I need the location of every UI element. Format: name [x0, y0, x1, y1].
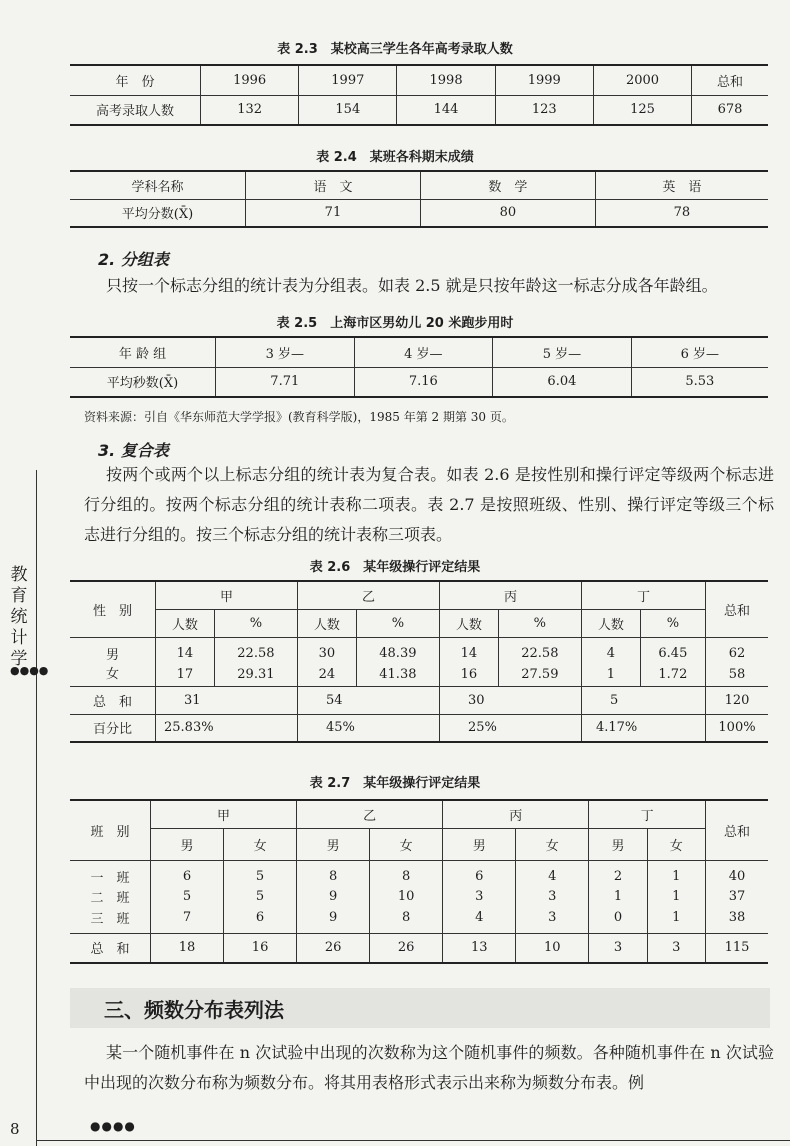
- cell: 100%: [706, 714, 769, 742]
- cell: 25%: [439, 714, 581, 742]
- cell: 13: [443, 933, 516, 963]
- sub-header: 女: [370, 828, 443, 860]
- sub-header: 人数: [439, 609, 498, 637]
- cell: 7.16: [354, 367, 493, 397]
- stub-header: 班 别: [70, 800, 151, 860]
- sub-header: 人数: [297, 609, 356, 637]
- cell: 4: [443, 908, 516, 934]
- cell: 71: [246, 199, 421, 227]
- sub-header: 男: [589, 828, 647, 860]
- table-2-7: [70, 799, 768, 964]
- cell: 9: [297, 908, 370, 934]
- sub-header: 人数: [581, 609, 640, 637]
- side-dots: ●●●●: [10, 664, 49, 677]
- footer-rule: [36, 1140, 790, 1141]
- cell: 5 岁—: [493, 337, 632, 367]
- table-2-6: [70, 580, 768, 743]
- row-label: 总 和: [70, 686, 156, 714]
- cell: 26: [370, 933, 443, 963]
- cell: 7.71: [216, 367, 355, 397]
- cell: 3: [516, 886, 589, 908]
- cell: 7: [151, 908, 224, 934]
- cell: 8: [370, 860, 443, 886]
- cell: 26: [297, 933, 370, 963]
- cell: 24: [297, 663, 356, 687]
- sub-header: %: [640, 609, 705, 637]
- sub-header: 女: [647, 828, 705, 860]
- cell: 16: [224, 933, 297, 963]
- cell: 154: [299, 95, 397, 125]
- cell: 30: [439, 686, 581, 714]
- section-heading-bar: [70, 988, 770, 1028]
- section-3-heading: 3. 复合表: [98, 441, 169, 460]
- cell: 144: [397, 95, 495, 125]
- cell: 78: [595, 199, 768, 227]
- row-label: 总 和: [90, 942, 130, 958]
- row-label: 女: [70, 663, 156, 687]
- row-label: 男: [105, 647, 119, 663]
- cell: 3: [516, 908, 589, 934]
- section-heading: 三、频数分布表列法: [104, 998, 284, 1022]
- cell: 总和: [692, 65, 768, 95]
- cell: 9: [297, 886, 370, 908]
- group-header: 丙: [443, 800, 589, 828]
- cell: 5.53: [631, 367, 768, 397]
- cell: 30: [297, 637, 356, 663]
- cell: 40: [706, 860, 769, 886]
- sub-header: 男: [151, 828, 224, 860]
- cell: 31: [156, 686, 298, 714]
- sub-header: 人数: [156, 609, 215, 637]
- sub-header: 女: [516, 828, 589, 860]
- cell: 1997: [299, 65, 397, 95]
- table-2-4: [70, 170, 768, 228]
- cell: 1: [589, 886, 647, 908]
- section-3-text: 按两个或两个以上标志分组的统计表为复合表。如表 2.6 是按性别和操行评定等级两个标志进行分组的。按两个标志分组的统计表称二项表。表 2.7 是按照班级、性别、操行评定等级三个标志进行分组的。按三个标志分组的统计表称三项表。: [84, 465, 774, 544]
- total-header: 总和: [706, 800, 769, 860]
- cell: 25.83%: [156, 714, 298, 742]
- table-2-6-caption: 表 2.6 某年级操行评定结果: [309, 560, 481, 575]
- cell: 2: [589, 860, 647, 886]
- cell: 3 岁—: [216, 337, 355, 367]
- cell: 年 龄 组: [70, 337, 216, 367]
- cell: 1998: [397, 65, 495, 95]
- cell: 1: [647, 908, 705, 934]
- total-header: 总和: [706, 581, 769, 637]
- cell: 6: [443, 860, 516, 886]
- cell: 1: [647, 860, 705, 886]
- sub-header: %: [356, 609, 439, 637]
- cell: 语 文: [246, 171, 421, 199]
- cell: 6 岁—: [631, 337, 768, 367]
- cell: 41.38: [356, 663, 439, 687]
- cell: 5: [224, 860, 297, 886]
- cell: 1996: [201, 65, 299, 95]
- cell: 38: [706, 908, 769, 934]
- cell: 4 岁—: [354, 337, 493, 367]
- cell: 45%: [297, 714, 439, 742]
- group-header: 甲: [151, 800, 297, 828]
- group-header: 丁: [589, 800, 706, 828]
- cell: 54: [297, 686, 439, 714]
- cell: 58: [706, 663, 769, 687]
- cell: 数 学: [420, 171, 595, 199]
- group-header: 丁: [581, 581, 705, 609]
- cell: 8: [297, 860, 370, 886]
- cell: 14: [439, 637, 498, 663]
- cell: 132: [201, 95, 299, 125]
- row-label: 二 班: [90, 891, 130, 906]
- row-label: 百分比: [92, 722, 132, 738]
- stub-header: 性 别: [70, 581, 156, 637]
- table-2-5: [70, 336, 768, 398]
- sub-header: 男: [443, 828, 516, 860]
- page-number: 8: [10, 1120, 20, 1138]
- section-2-heading: 2. 分组表: [98, 250, 169, 269]
- group-header: 丙: [439, 581, 581, 609]
- cell: 678: [692, 95, 768, 125]
- cell: 6: [224, 908, 297, 934]
- cell: 5: [151, 886, 224, 908]
- cell: 17: [156, 663, 215, 687]
- sub-header: %: [214, 609, 297, 637]
- cell: 5: [581, 686, 705, 714]
- table-2-4-caption: 表 2.4 某班各科期末成绩: [316, 150, 474, 165]
- cell: 27.59: [498, 663, 581, 687]
- cell: 2000: [593, 65, 691, 95]
- cell: 0: [589, 908, 647, 934]
- cell: 4: [516, 860, 589, 886]
- cell: 1999: [495, 65, 593, 95]
- cell: 115: [706, 933, 769, 963]
- table-2-3-caption: 表 2.3 某校高三学生各年高考录取人数: [277, 42, 513, 57]
- row-label: 三 班: [70, 908, 151, 934]
- cell: 3: [647, 933, 705, 963]
- sub-header: 男: [297, 828, 370, 860]
- cell: 学科名称: [70, 171, 246, 199]
- cell: 6: [151, 860, 224, 886]
- cell: 48.39: [356, 637, 439, 663]
- table-2-5-caption: 表 2.5 上海市区男幼儿 20 米跑步用时: [276, 316, 514, 331]
- cell: 10: [370, 886, 443, 908]
- cell: 10: [516, 933, 589, 963]
- cell: 平均秒数(X̄): [106, 376, 179, 392]
- sub-header: %: [498, 609, 581, 637]
- cell: 平均分数(X̄): [121, 207, 194, 223]
- cell: 22.58: [214, 637, 297, 663]
- cell: 年 份: [70, 65, 201, 95]
- cell: 3: [443, 886, 516, 908]
- cell: 22.58: [498, 637, 581, 663]
- cell: 4.17%: [581, 714, 705, 742]
- group-header: 乙: [297, 800, 443, 828]
- cell: 英 语: [595, 171, 768, 199]
- table-2-7-caption: 表 2.7 某年级操行评定结果: [309, 776, 481, 791]
- cell: 125: [593, 95, 691, 125]
- cell: 高考录取人数: [95, 104, 174, 120]
- cell: 1.72: [640, 663, 705, 687]
- cell: 80: [420, 199, 595, 227]
- side-book-title: 教育统计学: [10, 565, 28, 669]
- cell: 62: [706, 637, 769, 663]
- cell: 3: [589, 933, 647, 963]
- group-header: 甲: [156, 581, 298, 609]
- section-main-text: 某一个随机事件在 n 次试验中出现的次数称为这个随机事件的频数。各种随机事件在 n 次试验中出现的次数分布称为频数分布。将其用表格形式表示出来称为频数分布表。例: [84, 1043, 774, 1092]
- cell: 37: [706, 886, 769, 908]
- table-2-3: [70, 64, 768, 126]
- cell: 4: [581, 637, 640, 663]
- footer-dots: ●●●●: [90, 1119, 136, 1133]
- cell: 8: [370, 908, 443, 934]
- sub-header: 女: [224, 828, 297, 860]
- cell: 6.04: [493, 367, 632, 397]
- section-2-text: 只按一个标志分组的统计表为分组表。如表 2.5 就是只按年龄这一标志分成各年龄组。: [106, 276, 718, 295]
- cell: 1: [581, 663, 640, 687]
- group-header: 乙: [297, 581, 439, 609]
- row-label: 一 班: [90, 870, 130, 886]
- cell: 123: [495, 95, 593, 125]
- cell: 6.45: [640, 637, 705, 663]
- cell: 14: [156, 637, 215, 663]
- cell: 29.31: [214, 663, 297, 687]
- table-2-5-source: 资料来源：引自《华东师范大学学报》(教育科学版)，1985 年第 2 期第 30 页。: [84, 410, 514, 424]
- cell: 120: [706, 686, 769, 714]
- cell: 18: [151, 933, 224, 963]
- cell: 16: [439, 663, 498, 687]
- cell: 5: [224, 886, 297, 908]
- cell: 1: [647, 886, 705, 908]
